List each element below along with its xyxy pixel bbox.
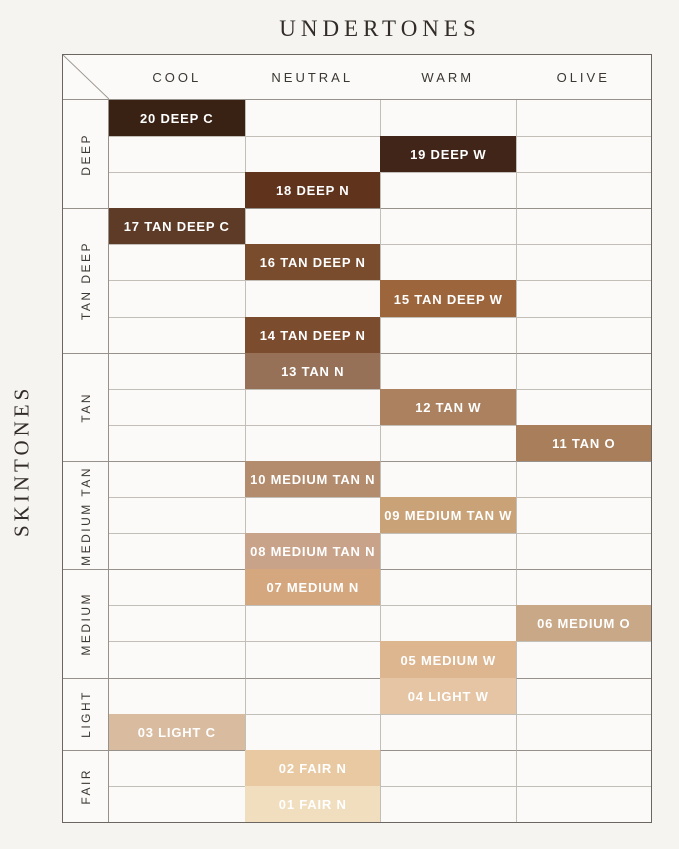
- shade-label: 09 MEDIUM TAN W: [384, 508, 513, 524]
- column-header-neutral: NEUTRAL: [245, 55, 381, 100]
- row-group-text: TAN DEEP: [78, 241, 93, 321]
- empty-cell: [516, 208, 652, 244]
- empty-cell: [245, 389, 381, 425]
- empty-cell: [109, 244, 245, 280]
- shade-cell-08-medium-tan-n: [245, 533, 381, 569]
- row-group-text: FAIR: [78, 768, 93, 805]
- empty-cell: [245, 714, 381, 750]
- shade-cell-13-tan-n: [245, 353, 381, 389]
- empty-cell: [245, 136, 381, 172]
- shade-label: 15 TAN DEEP W: [393, 291, 503, 307]
- empty-cell: [516, 461, 652, 497]
- empty-cell: [109, 750, 245, 786]
- shade-label: 08 MEDIUM TAN N: [250, 544, 376, 560]
- empty-cell: [380, 461, 516, 497]
- diagonal-line: [63, 55, 109, 99]
- empty-cell: [516, 569, 652, 605]
- row-group-label-deep: [63, 100, 109, 208]
- empty-cell: [516, 317, 652, 353]
- side-axis-title: SKINTONES: [9, 384, 34, 538]
- empty-cell: [245, 605, 381, 641]
- shade-label: 14 TAN DEEP N: [259, 327, 366, 343]
- shade-cell-11-tan-o: [516, 425, 652, 461]
- empty-cell: [516, 786, 652, 822]
- empty-cell: [380, 100, 516, 136]
- shade-cell-18-deep-n: [245, 172, 381, 208]
- shade-cell-17-tan-deep-c: [109, 208, 245, 244]
- empty-cell: [380, 353, 516, 389]
- empty-cell: [245, 425, 381, 461]
- empty-cell: [516, 353, 652, 389]
- row-group-label-light: [63, 678, 109, 750]
- empty-cell: [516, 244, 652, 280]
- empty-cell: [109, 497, 245, 533]
- empty-cell: [380, 425, 516, 461]
- empty-cell: [245, 280, 381, 316]
- empty-cell: [516, 641, 652, 677]
- empty-cell: [516, 389, 652, 425]
- shade-label: 16 TAN DEEP N: [259, 255, 366, 271]
- shade-cell-06-medium-o: [516, 605, 652, 641]
- empty-cell: [109, 786, 245, 822]
- shade-cell-14-tan-deep-n: [245, 317, 381, 353]
- shade-label: 07 MEDIUM N: [266, 580, 360, 596]
- row-group-text: TAN: [78, 392, 93, 423]
- row-group-text: LIGHT: [78, 690, 93, 739]
- shade-cell-02-fair-n: [245, 750, 381, 786]
- empty-cell: [245, 208, 381, 244]
- shade-cell-01-fair-n: [245, 786, 381, 822]
- empty-cell: [245, 641, 381, 677]
- shade-label: 01 FAIR N: [278, 796, 347, 812]
- shade-label: 05 MEDIUM W: [400, 652, 496, 668]
- empty-cell: [380, 750, 516, 786]
- row-group-label-tan: [63, 353, 109, 461]
- shade-cell-04-light-w: [380, 678, 516, 714]
- empty-cell: [245, 678, 381, 714]
- row-group-label-tan-deep: [63, 208, 109, 352]
- empty-cell: [109, 678, 245, 714]
- row-group-label-medium: [63, 569, 109, 677]
- empty-cell: [516, 172, 652, 208]
- shade-table: [62, 54, 652, 823]
- column-header-cool: COOL: [109, 55, 245, 100]
- empty-cell: [380, 208, 516, 244]
- empty-cell: [516, 136, 652, 172]
- empty-cell: [245, 100, 381, 136]
- empty-cell: [109, 461, 245, 497]
- shade-label: 18 DEEP N: [276, 183, 350, 199]
- empty-cell: [109, 389, 245, 425]
- shade-cell-19-deep-w: [380, 136, 516, 172]
- empty-cell: [380, 533, 516, 569]
- shade-label: 03 LIGHT C: [137, 724, 216, 740]
- shade-cell-16-tan-deep-n: [245, 244, 381, 280]
- empty-cell: [109, 605, 245, 641]
- row-group-label-medium-tan: [63, 461, 109, 569]
- empty-cell: [109, 353, 245, 389]
- empty-cell: [380, 786, 516, 822]
- shade-label: 06 MEDIUM O: [537, 616, 631, 632]
- shade-cell-10-medium-tan-n: [245, 461, 381, 497]
- empty-cell: [516, 750, 652, 786]
- empty-cell: [516, 497, 652, 533]
- empty-cell: [380, 172, 516, 208]
- shade-label: 04 LIGHT W: [407, 688, 489, 704]
- empty-cell: [109, 317, 245, 353]
- empty-cell: [109, 569, 245, 605]
- shade-label: 02 FAIR N: [278, 760, 347, 776]
- shade-cell-07-medium-n: [245, 569, 381, 605]
- empty-cell: [380, 714, 516, 750]
- row-group-text: DEEP: [78, 132, 93, 176]
- shade-label: 20 DEEP C: [140, 110, 214, 126]
- shade-label: 17 TAN DEEP C: [123, 219, 230, 235]
- row-group-text: MEDIUM TAN: [78, 465, 93, 566]
- empty-cell: [516, 280, 652, 316]
- shade-label: 11 TAN O: [552, 435, 616, 451]
- shade-label: 13 TAN N: [281, 363, 345, 379]
- empty-cell: [109, 136, 245, 172]
- corner-cell: [63, 55, 109, 100]
- row-group-label-fair: [63, 750, 109, 822]
- empty-cell: [245, 497, 381, 533]
- column-header-warm: WARM: [380, 55, 516, 100]
- shade-cell-09-medium-tan-w: [380, 497, 516, 533]
- empty-cell: [109, 533, 245, 569]
- empty-cell: [380, 605, 516, 641]
- empty-cell: [516, 100, 652, 136]
- shade-cell-05-medium-w: [380, 641, 516, 677]
- shade-cell-15-tan-deep-w: [380, 280, 516, 316]
- chart-title: UNDERTONES: [279, 16, 481, 41]
- shade-label: 12 TAN W: [415, 399, 482, 415]
- empty-cell: [516, 714, 652, 750]
- column-header-olive: OLIVE: [516, 55, 652, 100]
- shade-cell-20-deep-c: [109, 100, 245, 136]
- empty-cell: [109, 172, 245, 208]
- empty-cell: [109, 425, 245, 461]
- shade-cell-03-light-c: [109, 714, 245, 750]
- empty-cell: [380, 244, 516, 280]
- empty-cell: [109, 641, 245, 677]
- empty-cell: [516, 678, 652, 714]
- shade-cell-12-tan-w: [380, 389, 516, 425]
- empty-cell: [109, 280, 245, 316]
- empty-cell: [380, 569, 516, 605]
- shade-label: 10 MEDIUM TAN N: [250, 472, 376, 488]
- row-group-text: MEDIUM: [78, 592, 93, 656]
- shade-label: 19 DEEP W: [410, 147, 487, 163]
- empty-cell: [380, 317, 516, 353]
- empty-cell: [516, 533, 652, 569]
